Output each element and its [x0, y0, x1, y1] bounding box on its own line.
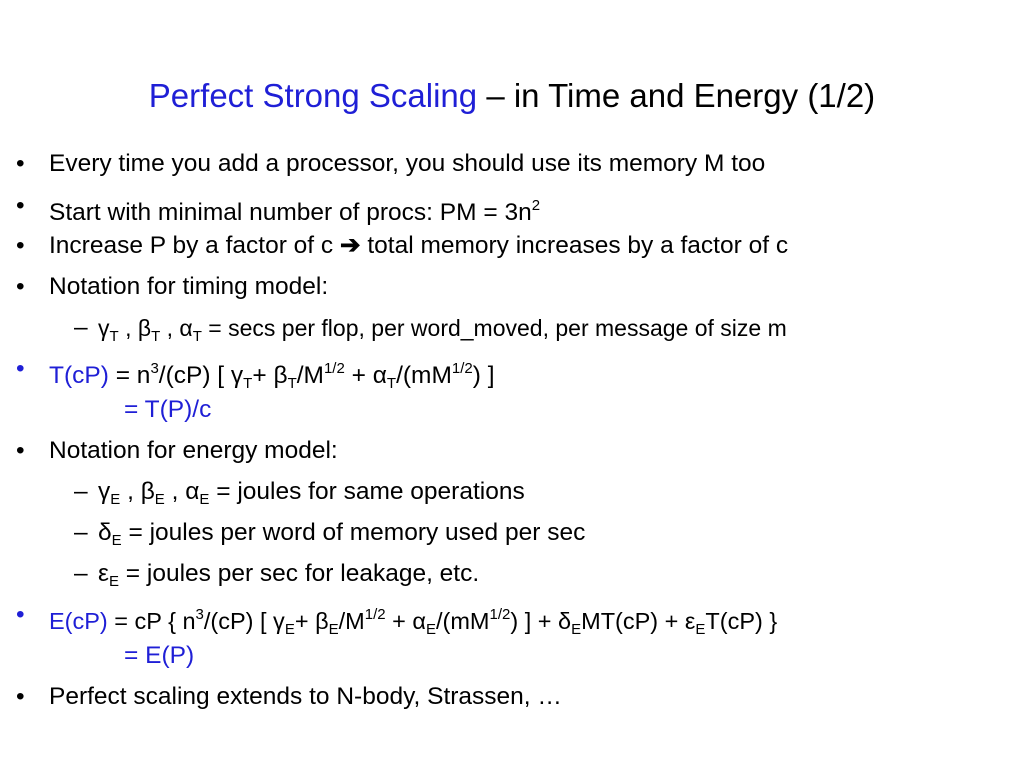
beta: , β	[125, 315, 152, 341]
bullet-icon: •	[16, 150, 25, 177]
formula-label: T(cP)	[49, 362, 109, 389]
formula-part: MT(cP) + ε	[581, 608, 696, 634]
dash-icon: –	[74, 478, 88, 505]
formula-part: /(mM	[396, 362, 452, 389]
subscript: E	[154, 491, 165, 508]
definition: = joules per sec for leakage, etc.	[125, 560, 480, 587]
subscript: E	[284, 621, 295, 638]
formula-part: = n	[115, 362, 151, 389]
text: Increase P by a factor of c	[49, 232, 334, 259]
formula-part: /M	[338, 608, 365, 634]
definition: = joules for same operations	[216, 478, 525, 505]
superscript: 1/2	[323, 360, 345, 377]
formula-part: = cP { n	[114, 608, 196, 634]
subscript: E	[425, 621, 436, 638]
subscript: E	[695, 621, 706, 638]
bullet-icon: •	[16, 355, 25, 382]
bullet-icon: •	[16, 273, 25, 300]
formula-part: /(mM	[435, 608, 490, 634]
alpha: , α	[166, 315, 193, 341]
definition: = secs per flop, per word_moved, per message of size m	[208, 315, 787, 341]
formula-part: + β	[252, 362, 288, 389]
alpha: , α	[171, 478, 200, 505]
formula-part: ) ] + δ	[510, 608, 572, 634]
bullet-icon: •	[16, 437, 25, 464]
formula-part: ) ]	[472, 362, 495, 389]
superscript: 1/2	[451, 360, 473, 377]
bullet-icon: •	[16, 601, 25, 628]
bullet-text: Notation for timing model:	[49, 273, 329, 300]
delta: δ	[98, 519, 112, 546]
subscript: T	[151, 328, 161, 345]
subscript: E	[110, 491, 121, 508]
time-equality: = T(P)/c	[124, 396, 212, 423]
title-accent: Perfect Strong Scaling	[148, 77, 478, 114]
formula-label: E(cP)	[49, 608, 108, 634]
formula-part: + α	[351, 362, 387, 389]
subscript: E	[108, 573, 119, 590]
subscript: E	[328, 621, 339, 638]
superscript: 1/2	[364, 606, 386, 623]
sub-text	[98, 517, 585, 557]
dash-icon: –	[74, 314, 88, 341]
epsilon: ε	[98, 560, 109, 587]
bullet-text: Perfect scaling extends to N-body, Strassen, …	[49, 683, 562, 710]
text: Start with minimal number of procs: PM = 3n	[49, 199, 532, 226]
beta: , β	[127, 478, 155, 505]
definition: = joules per word of memory used per sec	[128, 519, 586, 546]
formula-part: /(cP) [ γ	[158, 362, 244, 389]
formula-part: /M	[296, 362, 324, 389]
formula-part: /(cP) [ γ	[203, 608, 285, 634]
sub-text	[98, 558, 479, 598]
gamma: γ	[98, 478, 111, 505]
sub-text	[98, 312, 787, 353]
subscript: T	[386, 375, 397, 392]
subscript: T	[192, 328, 202, 345]
subscript: T	[287, 375, 297, 392]
dash-icon: –	[74, 519, 88, 546]
sub-text	[98, 476, 525, 516]
gamma: γ	[98, 315, 110, 341]
formula-part: + β	[294, 608, 329, 634]
bullet-icon: •	[16, 232, 25, 259]
bullet-text: Notation for energy model:	[49, 437, 338, 464]
subscript: E	[571, 621, 582, 638]
bullet-icon: •	[16, 192, 25, 219]
superscript: 3	[150, 360, 159, 377]
bullet-text	[49, 230, 788, 262]
title-rest: – in Time and Energy (1/2)	[486, 77, 876, 114]
subscript: E	[199, 491, 210, 508]
superscript: 3	[195, 606, 204, 623]
energy-equality: = E(P)	[124, 642, 195, 669]
formula-part: T(cP) }	[705, 608, 778, 634]
formula	[49, 353, 495, 400]
formula-part: + α	[392, 608, 426, 634]
bullet-text: Every time you add a processor, you should use its memory M too	[49, 150, 766, 177]
formula	[49, 599, 777, 646]
superscript: 2	[531, 197, 541, 214]
text: total memory increases by a factor of c	[367, 232, 789, 259]
superscript: 1/2	[489, 606, 511, 623]
right-arrow-icon: ➔	[339, 232, 361, 259]
subscript: T	[109, 328, 119, 345]
bullet-icon: •	[16, 683, 25, 710]
dash-icon: –	[74, 560, 88, 587]
slide-title	[0, 74, 1024, 118]
subscript: E	[111, 532, 122, 549]
subscript: T	[243, 375, 253, 392]
bullet-text	[49, 190, 540, 229]
